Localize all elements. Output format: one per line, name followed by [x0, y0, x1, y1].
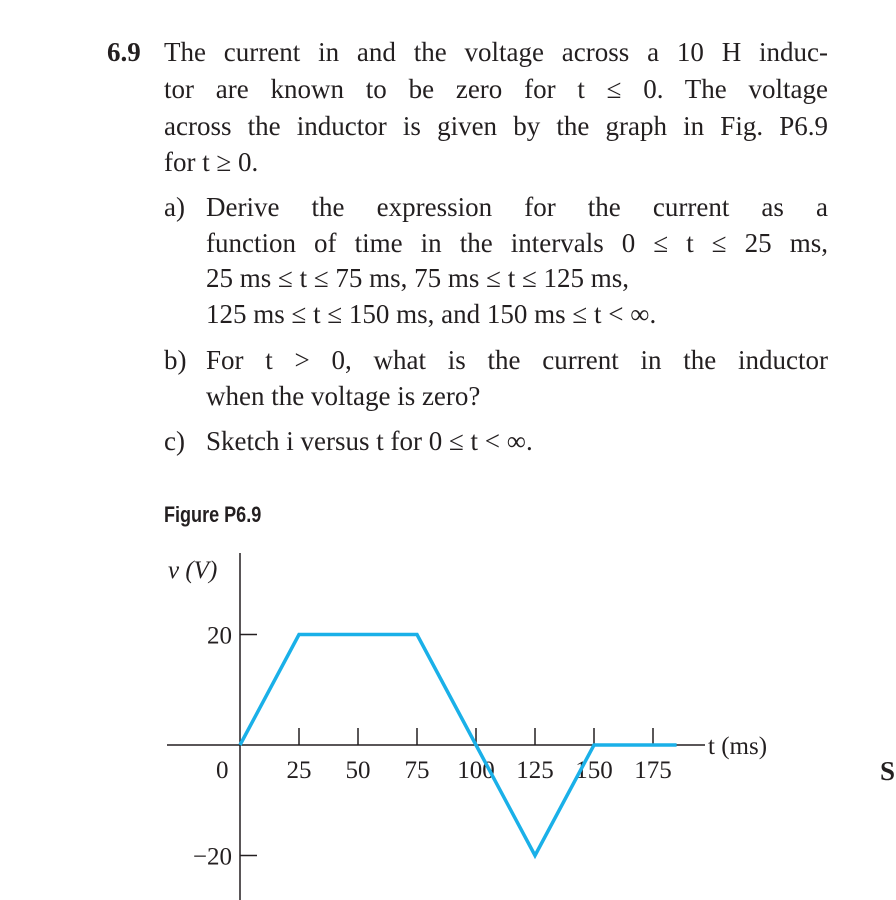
- part-a-line: 25 ms ≤ t ≤ 75 ms, 75 ms ≤ t ≤ 125 ms,: [206, 263, 630, 293]
- part-b-line: when the voltage is zero?: [206, 381, 481, 411]
- x-axis-label: t (ms): [708, 733, 768, 760]
- x-tick-label: 25: [286, 757, 312, 784]
- part-c-line: Sketch i versus t for 0 ≤ t < ∞.: [206, 426, 533, 456]
- problem-number: 6.9: [107, 37, 141, 67]
- part-a-line: Derive the expression for the current as a: [206, 192, 828, 222]
- intro-line: tor are known to be zero for t ≤ 0. The voltage: [164, 74, 828, 104]
- x-tick-label: 125: [516, 757, 554, 784]
- part-a-line: function of time in the intervals 0 ≤ t ≤ 25 ms,: [206, 228, 828, 258]
- intro-line: for t ≥ 0.: [164, 147, 259, 177]
- x-tick-label: 175: [634, 757, 672, 784]
- x-tick-label: 50: [345, 757, 371, 784]
- part-c-label: c): [164, 426, 185, 456]
- part-a-label: a): [164, 192, 185, 222]
- figure-label: Figure P6.9: [164, 502, 262, 527]
- y-axis-label: v (V): [168, 557, 218, 584]
- origin-label: 0: [216, 757, 229, 784]
- part-b-label: b): [164, 345, 187, 375]
- intro-line: across the inductor is given by the graph in Fig. P6.9: [164, 111, 828, 141]
- cut-off-text: S: [880, 756, 896, 786]
- part-a-line: 125 ms ≤ t ≤ 150 ms, and 150 ms ≤ t < ∞.: [206, 299, 657, 329]
- y-tick-label: −20: [192, 843, 232, 871]
- x-tick-label: 100: [457, 757, 495, 784]
- y-tick-label: 20: [207, 622, 232, 650]
- x-tick-label: 75: [404, 757, 430, 784]
- part-b-line: For t > 0, what is the current in the inductor: [206, 345, 828, 375]
- x-tick-label: 150: [575, 757, 613, 784]
- intro-line: The current in and the voltage across a 10 H induc-: [164, 37, 828, 67]
